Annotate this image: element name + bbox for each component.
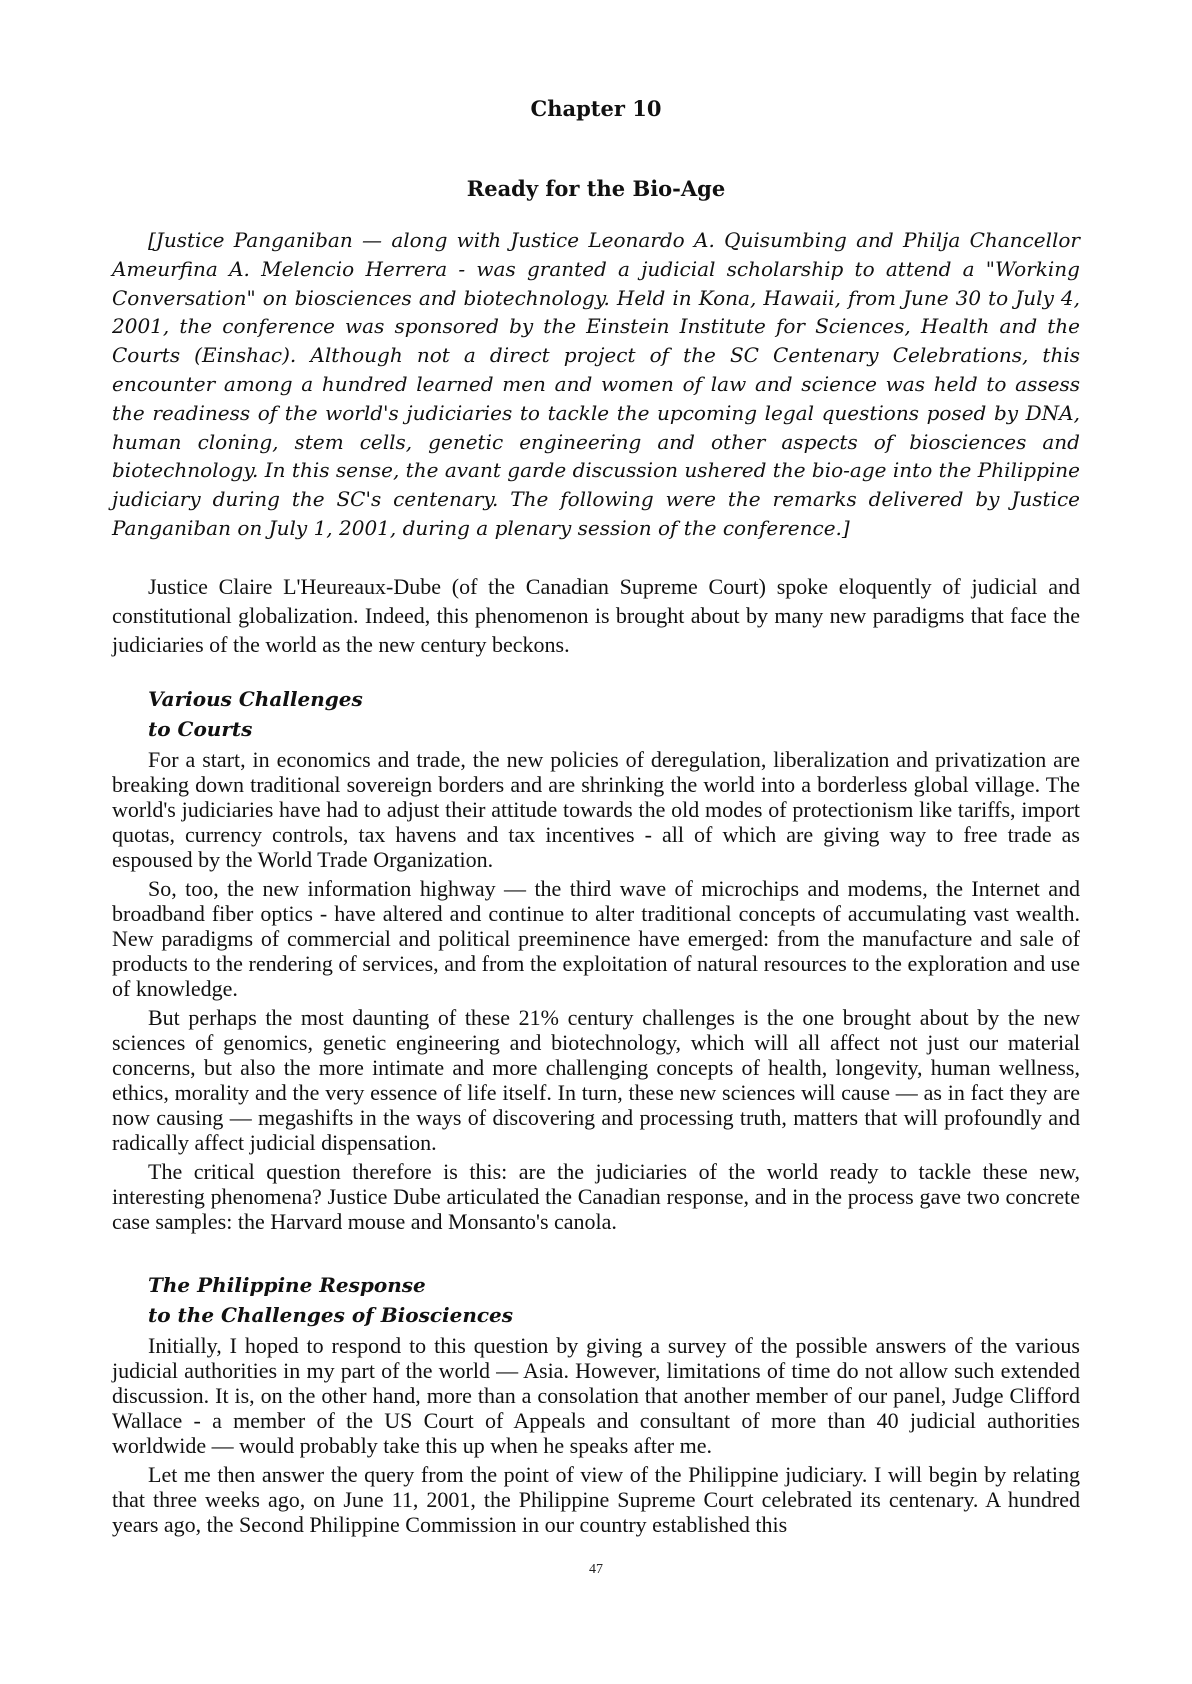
section-body-response	[112, 1333, 1080, 1537]
body-paragraph: Initially, I hoped to respond to this question by giving a survey of the possible answers of the various judicial authorities in my part of the world — Asia. However, limitations of time do not allow such extended discussion. It is, on the other hand, more than a consolation that another member of our panel, Judge Clifford Wallace - a member of the US Court of Appeals and consultant of more than 40 judicial authorities worldwide — would probably take this up when he speaks after me.	[112, 1333, 1080, 1458]
section-heading-line: to the Challenges of Biosciences	[148, 1303, 514, 1327]
intro-paragraph: [Justice Panganiban — along with Justice Leonardo A. Quisumbing and Philja Chancellor Ameurfina A. Melencio Herrera - was granted a judicial scholarship to attend a "Working Conversation" on biosciences and biotechnology. Held in Kona, Hawaii, from June 30 to July 4, 2001, the conference was sponsored by the Einstein Institute for Sciences, Health and the Courts (Einshac). Although not a direct project of the SC Centenary Celebrations, this encounter among a hundred learned men and women of law and science was held to assess the readiness of the world's judiciaries to tackle the upcoming legal questions posed by DNA, human cloning, stem cells, genetic engineering and other aspects of biosciences and biotechnology. In this sense, the avant garde discussion ushered the bio-age into the Philippine judiciary during the SC's centenary. The following were the remarks delivered by Justice Panganiban on July 1, 2001, during a plenary session of the conference.]	[112, 228, 1080, 540]
body-paragraph: The critical question therefore is this: are the judiciaries of the world ready to tackle these new, interesting phenomena? Justice Dube articulated the Canadian response, and in the process gave two concrete case samples: the Harvard mouse and Monsanto's canola.	[112, 1159, 1080, 1234]
section-heading-line: Various Challenges	[148, 687, 363, 711]
body-paragraph: So, too, the new information highway — the third wave of microchips and modems, the Internet and broadband fiber optics - have altered and continue to alter traditional concepts of accumulating vast wealth. New paradigms of commercial and political preeminence have emerged: from the manufacture and sale of products to the rendering of services, and from the exploitation of natural resources to the exploration and use of knowledge.	[112, 876, 1080, 1001]
section-heading-response	[148, 1270, 513, 1330]
section-heading-challenges	[148, 684, 363, 744]
section-heading-line: to Courts	[148, 717, 253, 741]
body-paragraph: But perhaps the most daunting of these 21% century challenges is the one brought about by the new sciences of genomics, genetic engineering and biotechnology, which will all affect not just our material concerns, but also the more intimate and more challenging concepts of health, longevity, human wellness, ethics, morality and the very essence of life itself. In turn, these new sciences will cause — as in fact they are now causing — megashifts in the ways of discovering and processing truth, matters that will profoundly and radically affect judicial dispensation.	[112, 1005, 1080, 1155]
body-paragraph: Let me then answer the query from the point of view of the Philippine judiciary. I will begin by relating that three weeks ago, on June 11, 2001, the Philippine Supreme Court celebrated its centenary. A hundred years ago, the Second Philippine Commission in our country established this	[112, 1462, 1080, 1537]
body-paragraph: For a start, in economics and trade, the new policies of deregulation, liberalization and privatization are breaking down traditional sovereign borders and are shrinking the world into a borderless global village. The world's judiciaries have had to adjust their attitude towards the old modes of protectionism like tariffs, import quotas, currency controls, tax havens and tax incentives - all of which are giving way to free trade as espoused by the World Trade Organization.	[112, 747, 1080, 872]
section-heading-line: The Philippine Response	[148, 1273, 426, 1297]
page-number: 47	[589, 1562, 603, 1577]
chapter-heading: Chapter 10	[530, 96, 662, 121]
section-body-challenges	[112, 747, 1080, 1234]
chapter-title: Ready for the Bio-Age	[466, 176, 726, 201]
opening-paragraph: Justice Claire L'Heureaux-Dube (of the Canadian Supreme Court) spoke eloquently of judicial and constitutional globalization. Indeed, this phenomenon is brought about by many new paradigms that face the judiciaries of the world as the new century beckons.	[112, 574, 1080, 657]
